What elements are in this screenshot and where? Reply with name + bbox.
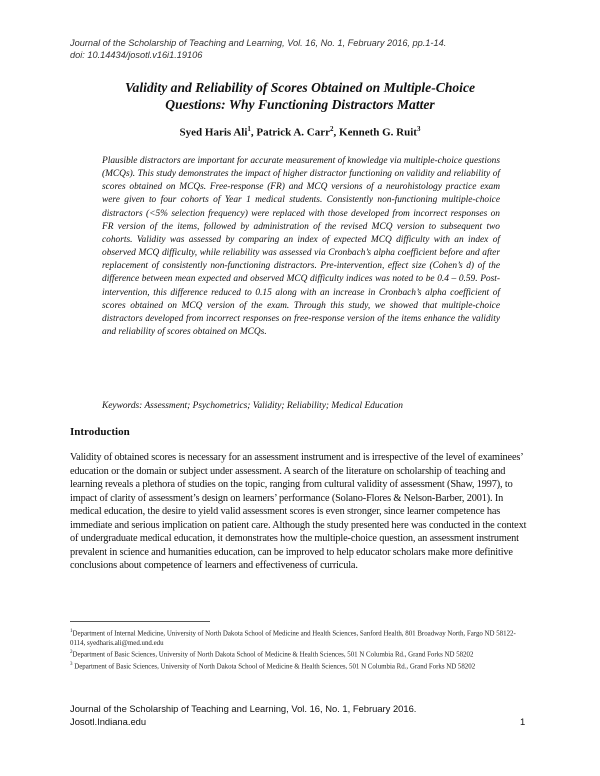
footnotes (70, 627, 530, 672)
author-separator: , (250, 126, 257, 139)
article-title-line-1: Validity and Reliability of Scores Obtained on Multiple-Choice (124, 80, 476, 95)
doi-text: doi: 10.14434/josotl.v16i1.19106 (70, 50, 203, 60)
page-number: 1 (520, 716, 526, 727)
footnote-text: Department of Internal Medicine, University of North Dakota School of Medicine and Health Sciences, Sanford Health, 801 Broadway North, Fargo ND 58122-0114, syedharis.ali@med.und.edu (70, 630, 516, 647)
author-affiliation-mark: 1 (247, 125, 251, 133)
introduction-paragraph: Validity of obtained scores is necessary for an assessment instrument and is irrespective of the level of examinees’ education or the domain or subject under assessment. A search of the literature on scholarship of teaching and learning reveals a plethora of studies on the topic, ranging from cultural validity of assessment (Shaw, 1997), to impact of clarity of assessment’s design on learners’ performance (Solano-Flores & Nelson-Barber, 2001). In medical education, the desire to yield valid assessment scores is even stronger, since learner competence has immediate and serious implication on patient care. Although the study presented here was conducted in the context of undergraduate medical education, it demonstrates how the multiple-choice question, an assessment instrument prevalent in science and humanities education, can be improved to help educator scholars make more definitive conclusions about competence of learners and effectiveness of curricula. (70, 452, 527, 571)
abstract: Plausible distractors are important for accurate measurement of knowledge via multiple-choice questions (MCQs). This study demonstrates the impact of higher distractor functioning on validity and reliability of scores obtained on MCQs. Free-response (FR) and MCQ versions of a neurohistology practice exam were given to four cohorts of Year 1 medical students. Consistently non-functioning multiple-choice distractors (<5% selection frequency) were replaced with those developed from incorrect responses on FR version of the items, followed by administration of the revised MCQ version to subsequent two cohorts. Validity was assessed by comparing an index of expected MCQ difficulty with an index of observed MCQ difficulty, while reliability was assessed via Cronbach’s alpha coefficient before and after replacement of consistently non-functioning distractors. Pre-intervention, effect size (Cohen’s d) of the difference between mean expected and observed MCQ difficulty indices was noted to be 0.4 – 0.59. Post-intervention, this difference reduced to 0.15 along with an increase in Cronbach’s alpha coefficient of scores obtained on MCQ version of the exam. Through this study, we showed that multiple-choice distractors developed from incorrect responses on free-response version of the items enhance the validity and reliability of scores obtained on MCQs. (102, 156, 500, 338)
section-heading-introduction: Introduction (70, 426, 130, 438)
journal-citation: Journal of the Scholarship of Teaching and Learning, Vol. 16, No. 1, February 2016, pp.1-14. (70, 38, 447, 48)
author-name: Syed Haris Ali (179, 126, 248, 139)
author-name: Patrick A. Carr (256, 126, 331, 139)
footnote (70, 627, 530, 648)
running-head (70, 37, 540, 61)
footer-url: Josotl.Indiana.edu (70, 716, 147, 727)
author-affiliation-mark: 3 (416, 125, 421, 133)
author-affiliation-mark: 2 (330, 125, 334, 133)
footnote (70, 648, 530, 660)
article-title-line-2: Questions: Why Functioning Distractors Matter (165, 97, 435, 112)
footnote-divider (70, 621, 210, 622)
author-separator: , (333, 126, 340, 139)
author-list (70, 122, 530, 140)
footnote-mark: 2 (70, 650, 73, 656)
footnote-text: Department of Basic Sciences, University of North Dakota School of Medicine & Health Sciences, 501 N Columbia Rd., Grand Forks ND 58202 (72, 663, 476, 671)
footnote (70, 660, 530, 672)
keywords: Keywords: Assessment; Psychometrics; Validity; Reliability; Medical Education (102, 401, 403, 411)
article-title (70, 79, 530, 113)
author-name: Kenneth G. Ruit (339, 126, 417, 139)
footer-journal: Journal of the Scholarship of Teaching and Learning, Vol. 16, No. 1, February 2016. (70, 703, 417, 714)
footnote-mark: 3 (70, 662, 73, 668)
footnote-text: Department of Basic Sciences, University of North Dakota School of Medicine & Health Sciences, 501 N Columbia Rd., Grand Forks ND 58202 (72, 651, 474, 659)
footnote-mark: 1 (70, 629, 73, 634)
